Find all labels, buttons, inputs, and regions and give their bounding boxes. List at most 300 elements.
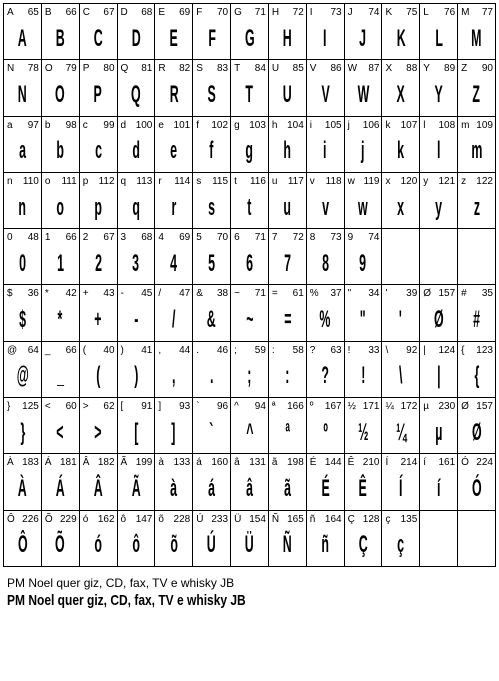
glyph-label [196, 232, 228, 243]
glyph-cell [269, 454, 307, 510]
glyph-sample-char: b [56, 137, 65, 165]
glyph-cell [345, 342, 383, 398]
glyph-char: ; [234, 344, 237, 356]
glyph-sample [118, 415, 155, 451]
glyph-label [348, 176, 380, 187]
glyph-label [45, 288, 77, 299]
glyph-code: 59 [254, 344, 266, 356]
glyph-sample-char: 8 [321, 250, 329, 277]
glyph-code: 198 [287, 457, 304, 469]
glyph-sample-char: P [93, 81, 103, 109]
glyph-label [461, 457, 493, 468]
glyph-label [348, 288, 380, 299]
glyph-code: 106 [362, 119, 380, 131]
glyph-char: o [44, 175, 51, 187]
glyph-label [196, 345, 228, 356]
glyph-cell [269, 60, 307, 116]
glyph-label [310, 288, 342, 299]
glyph-cell [345, 398, 383, 454]
glyph-char: F [196, 7, 203, 18]
glyph-sample [382, 302, 419, 338]
glyph-char: + [82, 288, 89, 300]
glyph-cell [193, 117, 231, 173]
glyph-sample-char: T [245, 81, 254, 109]
glyph-char: A [7, 7, 14, 18]
glyph-cell [269, 511, 307, 567]
glyph-cell [420, 60, 458, 116]
glyph-char: z [461, 175, 467, 187]
glyph-cell [307, 342, 345, 398]
glyph-char: * [44, 288, 49, 300]
glyph-char: C [82, 7, 90, 18]
glyph-sample [269, 246, 306, 282]
glyph-char: " [347, 288, 352, 300]
glyph-cell [231, 342, 269, 398]
glyph-char: u [271, 175, 278, 187]
glyph-code: 160 [211, 457, 229, 469]
glyph-sample [4, 528, 41, 564]
glyph-sample-char: Á [55, 475, 65, 503]
glyph-sample [382, 190, 419, 226]
glyph-sample [307, 415, 344, 451]
glyph-sample [42, 190, 79, 226]
glyph-label [121, 7, 153, 18]
glyph-char: Y [423, 63, 430, 75]
glyph-sample-char: w [358, 194, 368, 221]
glyph-label [121, 457, 153, 468]
glyph-sample-char: _ [56, 363, 64, 390]
glyph-code: 79 [65, 63, 77, 75]
glyph-sample [307, 359, 344, 395]
glyph-sample [155, 528, 192, 564]
glyph-code: 73 [330, 7, 342, 18]
glyph-label [83, 232, 115, 243]
glyph-sample [420, 77, 457, 113]
glyph-cell [42, 117, 80, 173]
glyph-code: 74 [368, 7, 380, 18]
glyph-sample-char: r [171, 194, 177, 221]
glyph-code: 161 [438, 457, 456, 469]
glyph-sample [193, 134, 230, 170]
glyph-cell [307, 117, 345, 173]
glyph-sample [345, 246, 382, 282]
glyph-char: õ [158, 513, 164, 525]
glyph-code: 46 [216, 344, 229, 356]
glyph-code: 93 [179, 401, 191, 413]
glyph-char: É [309, 457, 317, 469]
glyph-code: 84 [254, 63, 266, 75]
glyph-sample [269, 302, 306, 338]
glyph-code: 233 [211, 513, 229, 525]
glyph-code: 230 [438, 401, 456, 413]
glyph-label [7, 514, 39, 525]
glyph-sample [4, 190, 41, 226]
glyph-sample [345, 302, 382, 338]
glyph-sample [4, 471, 41, 507]
glyph-char: ¼ [385, 401, 394, 413]
glyph-sample-char: Ñ [282, 532, 292, 559]
glyph-sample [42, 21, 79, 57]
glyph-code: 48 [27, 232, 39, 244]
glyph-sample-char: l [436, 137, 441, 165]
glyph-code: 167 [324, 401, 342, 413]
glyph-label [348, 457, 380, 468]
glyph-label [234, 288, 266, 299]
glyph-label [196, 120, 228, 131]
glyph-code: 112 [98, 175, 115, 187]
glyph-sample [345, 77, 382, 113]
glyph-sample [382, 246, 419, 282]
glyph-cell [4, 229, 42, 285]
glyph-sample-char: S [207, 81, 216, 109]
glyph-char: À [7, 457, 14, 469]
glyph-code: 65 [27, 7, 39, 18]
glyph-sample-char: x [397, 194, 405, 221]
glyph-label [83, 120, 115, 131]
glyph-code: 60 [65, 401, 77, 413]
glyph-cell [80, 342, 118, 398]
glyph-code: 70 [216, 7, 229, 18]
glyph-sample [458, 77, 495, 113]
glyph-label [234, 345, 266, 356]
glyph-sample [345, 190, 382, 226]
glyph-label [423, 120, 455, 131]
glyph-label [45, 232, 77, 243]
glyph-code: 70 [216, 232, 229, 244]
glyph-sample-char: 1 [56, 250, 64, 277]
glyph-label [196, 63, 228, 74]
glyph-code: 111 [61, 175, 77, 187]
glyph-sample [155, 302, 192, 338]
glyph-char: w [347, 175, 355, 187]
glyph-code: 83 [216, 63, 229, 75]
glyph-char: à [158, 457, 164, 469]
glyph-code: 224 [476, 457, 493, 469]
glyph-code: 116 [249, 175, 266, 187]
glyph-char: Ø [461, 401, 469, 413]
glyph-cell [193, 511, 231, 567]
glyph-sample-char: ^ [245, 419, 254, 446]
glyph-char: 8 [309, 232, 316, 244]
glyph-cell [193, 4, 231, 60]
glyph-label [234, 401, 266, 412]
glyph-char: @ [7, 344, 18, 356]
glyph-cell [345, 454, 383, 510]
glyph-cell [155, 229, 193, 285]
glyph-cell [307, 229, 345, 285]
glyph-char: e [158, 119, 164, 131]
glyph-code: 76 [444, 7, 456, 18]
glyph-sample-char: N [17, 81, 27, 109]
glyph-code: 38 [216, 288, 229, 300]
glyph-sample [458, 471, 495, 507]
glyph-sample [155, 21, 192, 57]
glyph-sample-char: ó [94, 532, 102, 559]
glyph-sample [382, 77, 419, 113]
glyph-code: 85 [292, 63, 304, 75]
glyph-label [121, 288, 153, 299]
glyph-label [461, 7, 493, 18]
glyph-cell [4, 173, 42, 229]
glyph-code: 36 [27, 288, 39, 300]
glyph-cell [4, 342, 42, 398]
glyph-sample-char: I [323, 25, 327, 52]
glyph-char: V [309, 63, 317, 75]
glyph-sample [80, 190, 117, 226]
glyph-sample [4, 21, 41, 57]
glyph-sample [80, 415, 117, 451]
glyph-sample [4, 246, 41, 282]
glyph-label [385, 514, 417, 525]
glyph-cell [382, 398, 420, 454]
glyph-label [272, 401, 304, 412]
glyph-sample [420, 21, 457, 57]
glyph-char: K [385, 7, 393, 18]
glyph-sample [42, 471, 79, 507]
glyph-char: h [271, 119, 278, 131]
glyph-char: [ [120, 401, 124, 413]
glyph-sample-char: J [359, 25, 367, 52]
glyph-label [423, 176, 455, 187]
glyph-cell [269, 342, 307, 398]
glyph-cell [458, 173, 496, 229]
glyph-sample-char: Ü [245, 532, 254, 559]
glyph-code: 67 [103, 232, 115, 244]
glyph-cell [80, 285, 118, 341]
glyph-sample [231, 359, 268, 395]
glyph-char: L [423, 7, 429, 18]
glyph-sample-char: a [18, 137, 26, 165]
glyph-sample-char: E [169, 25, 178, 52]
glyph-label [196, 457, 228, 468]
glyph-label [121, 176, 153, 187]
glyph-cell [118, 454, 156, 510]
glyph-char: v [309, 175, 315, 187]
glyph-sample [458, 190, 495, 226]
glyph-label [461, 63, 493, 74]
glyph-sample-char: Ô [17, 532, 28, 559]
glyph-sample-char: L [434, 25, 443, 52]
glyph-sample-char: U [282, 81, 292, 109]
glyph-code: 122 [476, 175, 493, 187]
glyph-label [121, 401, 153, 412]
glyph-sample [80, 359, 117, 395]
glyph-char: c [82, 119, 88, 131]
glyph-sample [193, 77, 230, 113]
glyph-code: 35 [481, 288, 493, 300]
glyph-sample [118, 528, 155, 564]
glyph-sample-char: É [321, 475, 330, 503]
glyph-sample [345, 134, 382, 170]
glyph-cell [382, 342, 420, 398]
glyph-char: P [82, 63, 90, 75]
glyph-sample [269, 415, 306, 451]
glyph-sample-char: | [436, 363, 441, 390]
glyph-char: q [120, 175, 127, 187]
glyph-sample [345, 359, 382, 395]
glyph-sample [269, 134, 306, 170]
glyph-sample-char: Ç [358, 532, 368, 559]
glyph-code: 124 [438, 344, 456, 356]
glyph-sample-char: Ø [471, 419, 482, 446]
glyph-cell [458, 4, 496, 60]
glyph-sample [193, 471, 230, 507]
glyph-label [158, 457, 190, 468]
glyph-char: ! [347, 344, 351, 356]
glyph-sample-char: ? [321, 363, 329, 390]
glyph-label [272, 288, 304, 299]
glyph-label [7, 401, 39, 412]
glyph-cell [231, 173, 269, 229]
glyph-sample-char: Y [434, 81, 443, 109]
glyph-char: D [120, 7, 128, 18]
character-grid [3, 3, 496, 567]
glyph-sample-char: / [172, 306, 176, 334]
glyph-label [310, 7, 342, 18]
glyph-sample [458, 21, 495, 57]
glyph-sample-char: C [93, 25, 103, 52]
glyph-label [272, 7, 304, 18]
glyph-sample-char: F [207, 25, 216, 52]
glyph-code: 214 [400, 457, 418, 469]
glyph-sample [4, 415, 41, 451]
glyph-sample [382, 134, 419, 170]
glyph-char: m [461, 119, 470, 131]
glyph-code: 71 [254, 288, 266, 300]
glyph-sample-char: ' [399, 306, 403, 334]
glyph-cell [118, 173, 156, 229]
glyph-sample-char: W [357, 81, 369, 109]
glyph-cell [80, 398, 118, 454]
glyph-code: 210 [362, 457, 380, 469]
glyph-label [461, 401, 493, 412]
glyph-code: 73 [330, 232, 342, 244]
glyph-char: á [196, 457, 202, 469]
glyph-cell [269, 4, 307, 60]
glyph-char: Q [120, 63, 129, 75]
glyph-label [45, 120, 77, 131]
glyph-sample [458, 359, 495, 395]
glyph-label [83, 345, 115, 356]
glyph-label [310, 514, 342, 525]
glyph-char: 5 [196, 232, 202, 244]
glyph-sample-char: H [282, 25, 292, 52]
glyph-sample [4, 77, 41, 113]
glyph-char: Ø [423, 288, 432, 300]
glyph-cell [42, 398, 80, 454]
glyph-char: x [385, 175, 391, 187]
glyph-cell [231, 511, 269, 567]
glyph-sample [193, 359, 230, 395]
glyph-char: 6 [234, 232, 240, 244]
glyph-cell [458, 398, 496, 454]
glyph-sample [382, 528, 419, 564]
glyph-label [45, 457, 77, 468]
glyph-char: N [7, 63, 15, 75]
glyph-char: ó [82, 513, 89, 525]
glyph-label [196, 176, 228, 187]
glyph-char: Ü [234, 513, 242, 525]
glyph-label [272, 120, 304, 131]
glyph-label [7, 232, 39, 243]
glyph-sample-char: Ê [358, 475, 368, 503]
glyph-sample-char: y [435, 194, 443, 221]
glyph-cell [458, 229, 496, 285]
glyph-char: ô [120, 513, 127, 525]
glyph-cell [4, 285, 42, 341]
glyph-cell [155, 4, 193, 60]
glyph-sample-char: e [170, 137, 178, 165]
glyph-sample [231, 528, 268, 564]
glyph-sample-char: i [323, 137, 327, 165]
glyph-sample-char: ª [285, 419, 290, 446]
glyph-code: 71 [254, 7, 266, 18]
glyph-sample-char: º [322, 419, 328, 446]
glyph-label [272, 457, 304, 468]
glyph-cell [307, 398, 345, 454]
glyph-char: g [234, 119, 240, 131]
glyph-char: - [120, 288, 124, 300]
glyph-sample-char: K [396, 25, 406, 52]
glyph-char: â [234, 457, 240, 469]
glyph-code: 154 [249, 513, 266, 525]
glyph-label [121, 63, 153, 74]
glyph-label [45, 176, 77, 187]
glyph-char: & [196, 288, 203, 300]
glyph-sample-char: R [169, 81, 179, 109]
glyph-char: I [309, 7, 313, 18]
glyph-char: 4 [158, 232, 164, 244]
glyph-code: 68 [141, 232, 153, 244]
glyph-sample-char: 2 [94, 250, 102, 277]
glyph-label [83, 288, 115, 299]
glyph-char: í [423, 457, 427, 469]
glyph-cell [80, 173, 118, 229]
glyph-sample [4, 302, 41, 338]
glyph-code: 165 [287, 513, 304, 525]
glyph-sample-char: g [245, 137, 254, 165]
glyph-sample-char: # [473, 306, 481, 334]
glyph-code: 121 [438, 175, 456, 187]
glyph-sample [345, 21, 382, 57]
glyph-cell [345, 60, 383, 116]
glyph-code: 171 [362, 401, 380, 413]
glyph-sample-char: 9 [359, 250, 367, 277]
glyph-code: 62 [103, 401, 115, 413]
glyph-label [158, 401, 190, 412]
glyph-sample-char: G [244, 25, 255, 52]
glyph-code: 47 [179, 288, 191, 300]
glyph-label [423, 457, 455, 468]
glyph-code: 109 [476, 119, 493, 131]
glyph-char: 0 [7, 232, 13, 244]
glyph-cell [193, 60, 231, 116]
glyph-char: W [347, 63, 358, 75]
glyph-char: n [7, 175, 13, 187]
glyph-cell [420, 342, 458, 398]
glyph-code: 133 [173, 457, 191, 469]
glyph-code: 75 [406, 7, 418, 18]
glyph-cell [345, 285, 383, 341]
glyph-sample [269, 190, 306, 226]
glyph-char: ª [271, 401, 276, 413]
glyph-char: ~ [234, 288, 240, 300]
glyph-char: Z [461, 63, 468, 75]
glyph-label [385, 120, 417, 131]
glyph-sample [420, 528, 457, 564]
glyph-code: 166 [287, 401, 304, 413]
glyph-sample-char: Q [131, 81, 141, 109]
